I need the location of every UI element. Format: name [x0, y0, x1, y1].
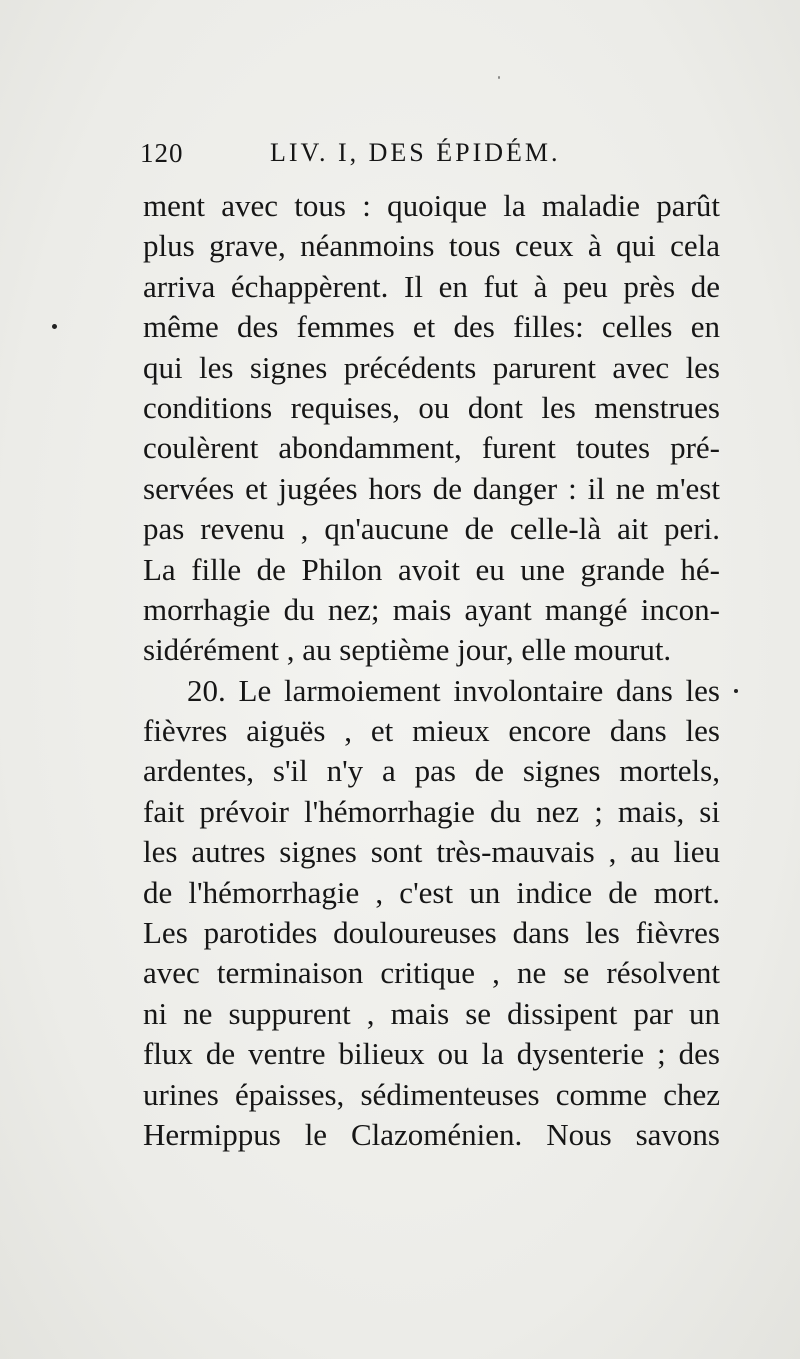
text-line: avec terminaison critique , ne se résolvent — [143, 955, 720, 991]
text-line: plus grave, néanmoins tous ceux à qui cela — [143, 228, 720, 264]
text-line: flux de ventre bilieux ou la dysenterie ; des — [143, 1036, 720, 1072]
running-title: LIV. I, DES ÉPIDÉM. — [270, 138, 561, 167]
text-line: ardentes, s'il n'y a pas de signes mortels, — [143, 753, 720, 789]
page-number: 120 — [140, 138, 184, 168]
text-line: fièvres aiguës , et mieux encore dans les — [143, 713, 720, 749]
text-line: ni ne suppurent , mais se dissipent par un — [143, 995, 720, 1031]
text-line: conditions requises, ou dont les menstrues — [143, 389, 720, 425]
text-line: servées et jugées hors de danger : il ne m'est — [143, 470, 720, 506]
text-line: pas revenu , qn'aucune de celle-là ait peri. — [143, 511, 720, 547]
ink-speck — [734, 689, 738, 693]
text-line: de l'hémorrhagie , c'est un indice de mort. — [143, 874, 720, 910]
text-line: les autres signes sont très-mauvais , au lieu — [143, 834, 720, 870]
text-line: arriva échappèrent. Il en fut à peu près de — [143, 268, 720, 304]
page-header — [140, 138, 720, 174]
text-line: coulèrent abondamment, furent toutes pré- — [143, 430, 720, 466]
text-line: qui les signes précédents parurent avec les — [143, 349, 720, 385]
text-line: sidérément , au septième jour, elle mourut. — [143, 632, 672, 668]
paragraph-start-line: 20. Le larmoiement involontaire dans les — [187, 672, 720, 708]
ink-speck — [498, 76, 500, 79]
text-line: morrhagie du nez; mais ayant mangé incon- — [143, 591, 720, 627]
text-line: urines épaisses, sédimenteuses comme chez — [143, 1076, 720, 1112]
ink-speck — [52, 324, 57, 329]
body-text — [143, 186, 720, 1155]
text-line: La fille de Philon avoit eu une grande hé- — [143, 551, 720, 587]
text-line: Hermippus le Clazoménien. Nous savons — [143, 1116, 720, 1152]
text-line: même des femmes et des filles: celles en — [143, 309, 720, 345]
text-line: Les parotides douloureuses dans les fièvres — [143, 915, 720, 951]
text-line: ment avec tous : quoique la maladie parût — [143, 188, 720, 223]
text-line: fait prévoir l'hémorrhagie du nez ; mais, si — [143, 793, 720, 829]
